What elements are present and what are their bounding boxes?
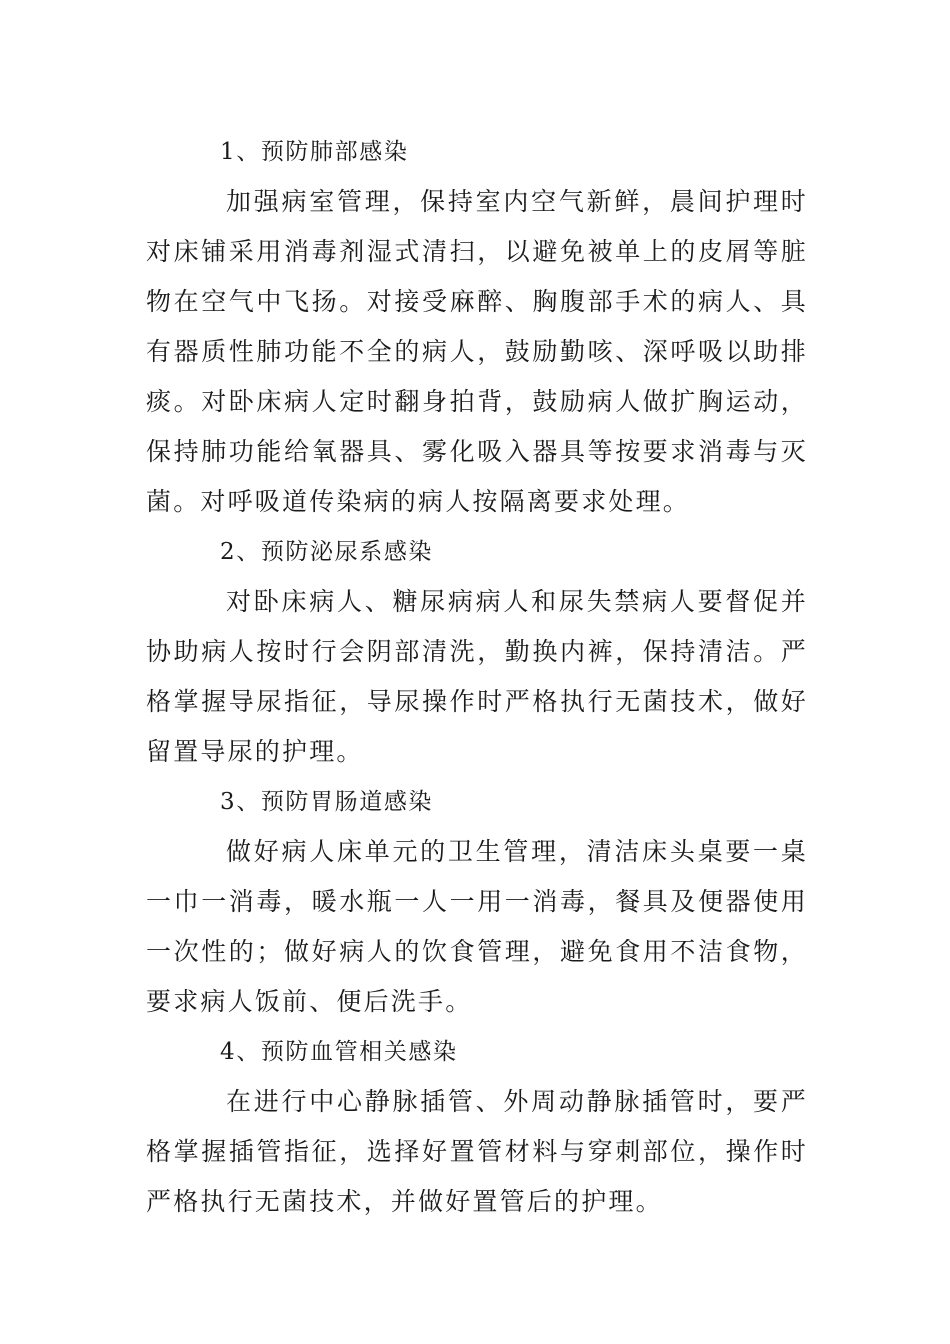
document-body <box>146 127 808 1227</box>
section-heading-1: 1、预防肺部感染 <box>220 139 409 165</box>
section-heading-2: 2、预防泌尿系感染 <box>220 539 434 565</box>
section-paragraph-1: 加强病室管理，保持室内空气新鲜，晨间护理时对床铺采用消毒剂湿式清扫，以避免被单上的皮屑等脏物在空气中飞扬。对接受麻醉、胸腹部手术的病人、具有器质性肺功能不全的病人，鼓励勤咳、深呼吸以助排痰。对卧床病人定时翻身拍背，鼓励病人做扩胸运动，保持肺功能给氧器具、雾化吸入器具等按要求消毒与灭菌。对呼吸道传染病的病人按隔离要求处理。 <box>146 187 808 516</box>
section-paragraph-2: 对卧床病人、糖尿病病人和尿失禁病人要督促并协助病人按时行会阴部清洗，勤换内裤，保持清洁。严格掌握导尿指征，导尿操作时严格执行无菌技术，做好留置导尿的护理。 <box>146 587 808 766</box>
section-paragraph-4: 在进行中心静脉插管、外周动静脉插管时，要严格掌握插管指征，选择好置管材料与穿刺部位，操作时严格执行无菌技术，并做好置管后的护理。 <box>146 1087 808 1216</box>
section-heading-3: 3、预防胃肠道感染 <box>220 789 434 815</box>
section-heading-4: 4、预防血管相关感染 <box>220 1039 458 1065</box>
section-paragraph-3: 做好病人床单元的卫生管理，清洁床头桌要一桌一巾一消毒，暖水瓶一人一用一消毒，餐具及便器使用一次性的；做好病人的饮食管理，避免食用不洁食物，要求病人饭前、便后洗手。 <box>146 837 808 1016</box>
